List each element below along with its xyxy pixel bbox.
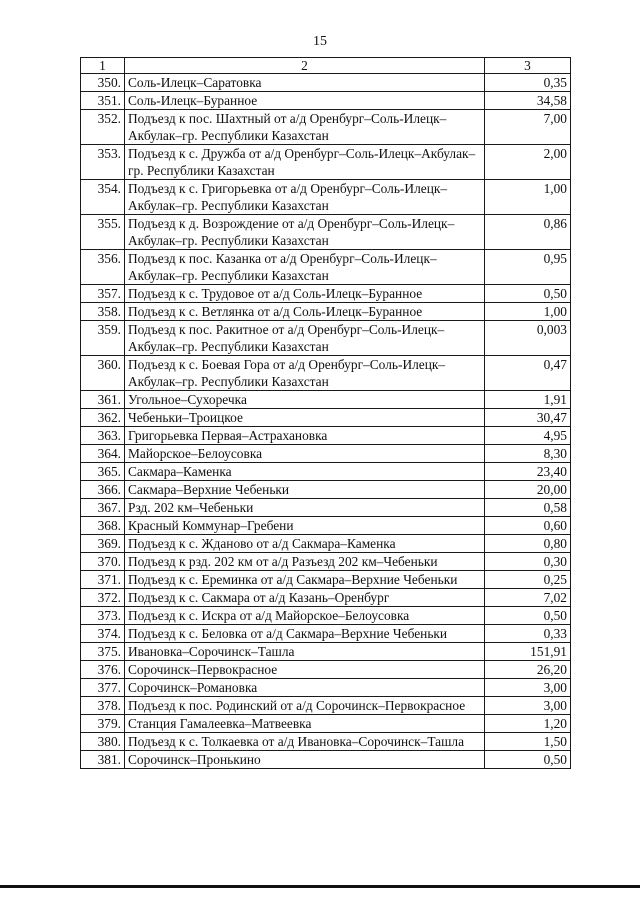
table-row (81, 625, 571, 643)
road-name: Подъезд к д. Возрождение от а/д Оренбург–Соль-Илецк–Акбулак–гр. Республики Казахстан (125, 215, 485, 250)
road-length: 151,91 (485, 643, 571, 661)
row-number: 368. (81, 517, 125, 535)
road-length: 2,00 (485, 145, 571, 180)
row-number: 360. (81, 356, 125, 391)
row-number: 358. (81, 303, 125, 321)
column-header-length: 3 (485, 58, 571, 74)
table-row (81, 571, 571, 589)
road-length: 1,50 (485, 733, 571, 751)
row-number: 365. (81, 463, 125, 481)
table-row (81, 215, 571, 250)
row-number: 361. (81, 391, 125, 409)
footer-rule (0, 885, 640, 888)
table-row (81, 607, 571, 625)
road-length: 26,20 (485, 661, 571, 679)
road-length: 0,35 (485, 74, 571, 92)
road-length: 0,50 (485, 607, 571, 625)
table-row (81, 145, 571, 180)
page-number: 15 (313, 34, 327, 49)
road-length: 0,50 (485, 285, 571, 303)
road-name: Сорочинск–Пронькино (125, 751, 485, 769)
table-row (81, 715, 571, 733)
road-name: Подъезд к с. Трудовое от а/д Соль-Илецк–Буранное (125, 285, 485, 303)
road-name: Подъезд к пос. Шахтный от а/д Оренбург–Соль-Илецк–Акбулак–гр. Республики Казахстан (125, 110, 485, 145)
road-length: 1,91 (485, 391, 571, 409)
table-row (81, 535, 571, 553)
road-name: Соль-Илецк–Буранное (125, 92, 485, 110)
table-row (81, 661, 571, 679)
row-number: 364. (81, 445, 125, 463)
table-row (81, 499, 571, 517)
road-name: Подъезд к пос. Родинский от а/д Сорочинск–Первокрасное (125, 697, 485, 715)
table-row (81, 92, 571, 110)
row-number: 379. (81, 715, 125, 733)
road-length: 0,95 (485, 250, 571, 285)
road-name: Подъезд к с. Искра от а/д Майорское–Белоусовка (125, 607, 485, 625)
table-row (81, 303, 571, 321)
table-row (81, 250, 571, 285)
row-number: 359. (81, 321, 125, 356)
table-row (81, 697, 571, 715)
road-name: Подъезд к с. Беловка от а/д Сакмара–Верхние Чебеньки (125, 625, 485, 643)
road-length: 0,30 (485, 553, 571, 571)
row-number: 373. (81, 607, 125, 625)
road-name: Подъезд к с. Григорьевка от а/д Оренбург–Соль-Илецк–Акбулак–гр. Республики Казахстан (125, 180, 485, 215)
road-length: 0,47 (485, 356, 571, 391)
column-header-name: 2 (125, 58, 485, 74)
road-name: Станция Гамалеевка–Матвеевка (125, 715, 485, 733)
road-length: 8,30 (485, 445, 571, 463)
road-name: Майорское–Белоусовка (125, 445, 485, 463)
table-row (81, 321, 571, 356)
table-row (81, 356, 571, 391)
road-name: Красный Коммунар–Гребени (125, 517, 485, 535)
road-name: Сакмара–Верхние Чебеньки (125, 481, 485, 499)
road-length: 23,40 (485, 463, 571, 481)
road-length: 0,80 (485, 535, 571, 553)
row-number: 355. (81, 215, 125, 250)
row-number: 363. (81, 427, 125, 445)
row-number: 354. (81, 180, 125, 215)
row-number: 371. (81, 571, 125, 589)
table-row (81, 733, 571, 751)
road-length: 4,95 (485, 427, 571, 445)
road-length: 7,00 (485, 110, 571, 145)
row-number: 378. (81, 697, 125, 715)
row-number: 380. (81, 733, 125, 751)
row-number: 362. (81, 409, 125, 427)
road-name: Григорьевка Первая–Астрахановка (125, 427, 485, 445)
table-row (81, 285, 571, 303)
road-name: Подъезд к с. Жданово от а/д Сакмара–Каменка (125, 535, 485, 553)
road-length: 3,00 (485, 679, 571, 697)
road-name: Подъезд к с. Боевая Гора от а/д Оренбург–Соль-Илецк–Акбулак–гр. Республики Казахстан (125, 356, 485, 391)
row-number: 357. (81, 285, 125, 303)
table-row (81, 180, 571, 215)
table-row (81, 643, 571, 661)
table-row (81, 74, 571, 92)
road-length: 0,50 (485, 751, 571, 769)
row-number: 375. (81, 643, 125, 661)
row-number: 369. (81, 535, 125, 553)
row-number: 367. (81, 499, 125, 517)
road-name: Чебеньки–Троицкое (125, 409, 485, 427)
table-row (81, 589, 571, 607)
table-row (81, 409, 571, 427)
road-length: 34,58 (485, 92, 571, 110)
row-number: 381. (81, 751, 125, 769)
road-length: 0,33 (485, 625, 571, 643)
road-name: Подъезд к пос. Казанка от а/д Оренбург–Соль-Илецк–Акбулак–гр. Республики Казахстан (125, 250, 485, 285)
row-number: 377. (81, 679, 125, 697)
table-row (81, 427, 571, 445)
road-name: Подъезд к рзд. 202 км от а/д Разъезд 202 км–Чебеньки (125, 553, 485, 571)
road-name: Сорочинск–Первокрасное (125, 661, 485, 679)
row-number: 366. (81, 481, 125, 499)
road-length: 0,58 (485, 499, 571, 517)
table-row (81, 679, 571, 697)
road-length: 1,00 (485, 180, 571, 215)
row-number: 351. (81, 92, 125, 110)
table-row (81, 463, 571, 481)
road-length: 30,47 (485, 409, 571, 427)
road-name: Подъезд к с. Дружба от а/д Оренбург–Соль-Илецк–Акбулак–гр. Республики Казахстан (125, 145, 485, 180)
road-length: 0,003 (485, 321, 571, 356)
road-length: 1,20 (485, 715, 571, 733)
table-row (81, 751, 571, 769)
row-number: 352. (81, 110, 125, 145)
table-row (81, 110, 571, 145)
row-number: 372. (81, 589, 125, 607)
road-name: Подъезд к с. Толкаевка от а/д Ивановка–Сорочинск–Ташла (125, 733, 485, 751)
road-name: Рзд. 202 км–Чебеньки (125, 499, 485, 517)
table-row (81, 517, 571, 535)
road-name: Подъезд к пос. Ракитное от а/д Оренбург–Соль-Илецк–Акбулак–гр. Республики Казахстан (125, 321, 485, 356)
road-name: Ивановка–Сорочинск–Ташла (125, 643, 485, 661)
table-header-row (81, 58, 571, 74)
column-header-number: 1 (81, 58, 125, 74)
road-length: 1,00 (485, 303, 571, 321)
roads-table (80, 57, 571, 769)
road-name: Сакмара–Каменка (125, 463, 485, 481)
table-row (81, 391, 571, 409)
row-number: 356. (81, 250, 125, 285)
table-row (81, 445, 571, 463)
row-number: 353. (81, 145, 125, 180)
table-row (81, 481, 571, 499)
road-name: Подъезд к с. Сакмара от а/д Казань–Оренбург (125, 589, 485, 607)
row-number: 374. (81, 625, 125, 643)
road-name: Угольное–Сухоречка (125, 391, 485, 409)
road-length: 3,00 (485, 697, 571, 715)
road-length: 0,60 (485, 517, 571, 535)
row-number: 350. (81, 74, 125, 92)
road-name: Сорочинск–Романовка (125, 679, 485, 697)
table-row (81, 553, 571, 571)
road-name: Соль-Илецк–Саратовка (125, 74, 485, 92)
road-length: 0,25 (485, 571, 571, 589)
row-number: 376. (81, 661, 125, 679)
road-name: Подъезд к с. Ветлянка от а/д Соль-Илецк–Буранное (125, 303, 485, 321)
road-length: 7,02 (485, 589, 571, 607)
road-length: 20,00 (485, 481, 571, 499)
road-length: 0,86 (485, 215, 571, 250)
road-name: Подъезд к с. Ереминка от а/д Сакмара–Верхние Чебеньки (125, 571, 485, 589)
row-number: 370. (81, 553, 125, 571)
